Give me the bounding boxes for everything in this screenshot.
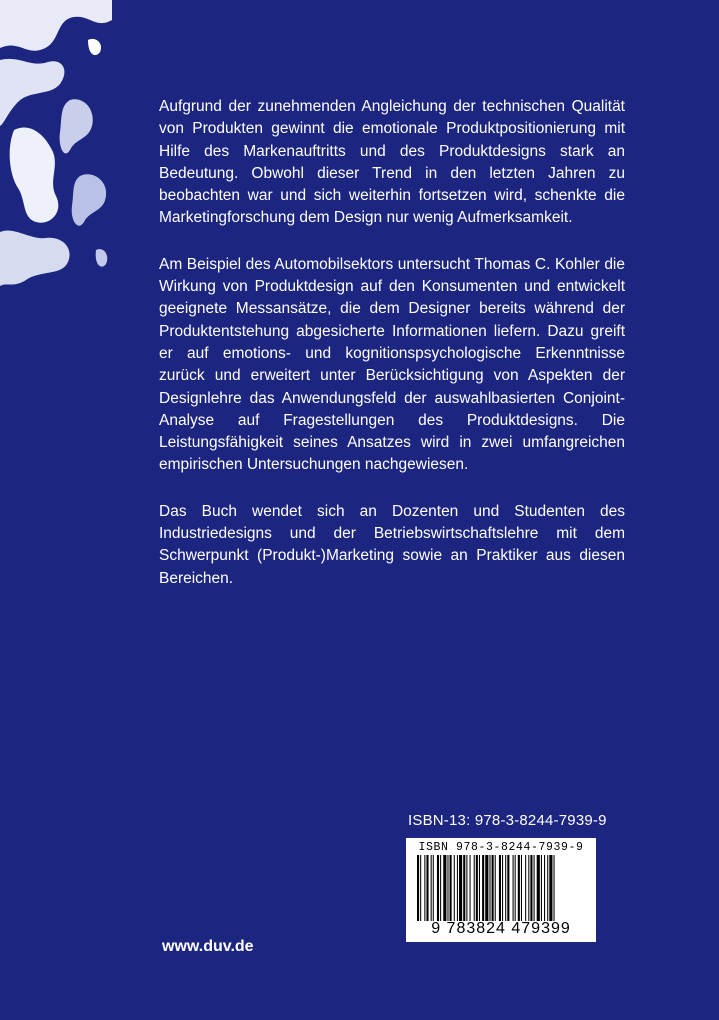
blurb-paragraph-2: Am Beispiel des Automobilsektors untersucht Thomas C. Kohler die Wirkung von Produktdesign auf den Konsumenten und entwickelt geeignete Messansätze, die dem Designer bereits während der Produktentstehung abgesicherte Informationen liefern. Dazu greift er auf emotions- und kognitionspsychologische Erkenntnisse zurück und erweitert unter Berücksichtigung von Aspekten der Designlehre das Anwendungsfeld der auswahlbasierten Conjoint-Analyse auf Fragestellungen des Produktdesigns. Die Leistungsfähigkeit seines Ansatzes wird in zwei umfangreichen empirischen Untersuchungen nachgewiesen. [159,255,625,474]
isbn-label: ISBN-13: 978-3-8244-7939-9 [408,812,607,829]
back-cover-blurb [159,96,625,614]
isbn-barcode [406,838,596,942]
barcode-bars-graphic [415,855,591,921]
blurb-paragraph-3: Das Buch wendet sich an Dozenten und Studenten des Industriedesigns und der Betriebswirtschaftslehre mit dem Schwerpunkt (Produkt-)Marketing sowie an Praktiker aus diesen Bereichen. [159,502,625,587]
barcode-top-text: ISBN 978-3-8244-7939-9 [418,841,584,854]
publisher-website: www.duv.de [162,938,254,955]
corner-globe-image [0,0,112,290]
blurb-paragraph-1: Aufgrund der zunehmenden Angleichung der technischen Qualität von Produkten gewinnt die emotionale Produktpositionierung mit Hilfe des Markenauftritts und des Produktdesigns stark an Bedeutung. Obwohl dieser Trend in den letzten Jahren zu beobachten war und sich weiterhin fortsetzen wird, schenkte die Marketingforschung dem Design nur wenig Aufmerksamkeit. [159,98,625,227]
barcode-number: 9 783824 479399 [431,920,571,937]
